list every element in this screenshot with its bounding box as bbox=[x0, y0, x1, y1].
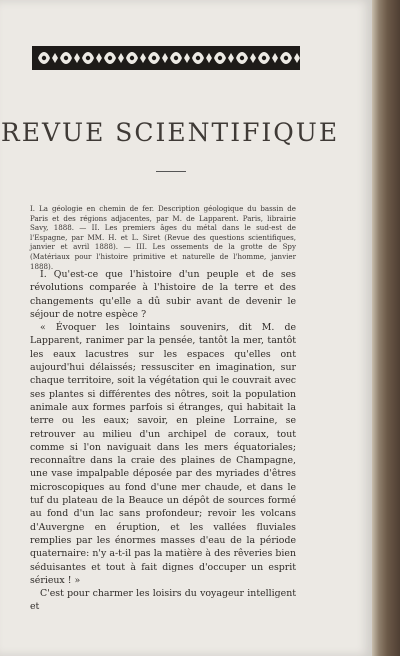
article-body bbox=[30, 268, 296, 614]
article-summary: I. La géologie en chemin de fer. Description géologique du bassin de Paris et des régions adjacentes, par M. de Lapparent. Paris, librairie Savy, 1888. — II. Les premiers âges du métal dans le sud-est de l'Espagne, par MM. H. et L. Siret (Revue des questions scientifiques, janvier et avril 1888). — III. Les ossements de la grotte de Spy (Matériaux pour l'histoire primitive et naturelle de l'homme, janvier 1888). bbox=[30, 204, 296, 271]
paragraph: C'est pour charmer les loisirs du voyageur intelligent et bbox=[30, 588, 296, 613]
paragraph: I. Qu'est-ce que l'histoire d'un peuple et de ses révolutions comparée à l'histoire de la terre et des changements qu'elle a dû subir avant de devenir le séjour de notre espèce ? bbox=[30, 269, 296, 320]
book-spine-edge bbox=[372, 0, 400, 656]
title-divider bbox=[156, 171, 186, 172]
page-title: REVUE SCIENTIFIQUE bbox=[0, 118, 340, 147]
decorative-ornament-band bbox=[32, 44, 300, 72]
paragraph: « Évoquer les lointains souvenirs, dit M. de Lapparent, ranimer par la pensée, tantôt la mer, tantôt les eaux lacustres sur les espaces qu'elles ont aujourd'hui délaissés; ressusciter en imagination, sur chaque territoire, soit la végétation qui le couvrait avec ses plantes si différentes des nôtres, soit la population animale aux formes parfois si étranges, qui habitait la terre ou les eaux; savoir, en pleine Lorraine, se retrouver au milieu d'un archipel de coraux, tout comme si l'on naviguait dans les mers équatoriales; reconnaître dans la craie des plaines de Champagne, une vase impalpable déposée par des myriades d'êtres microscopiques au fond d'une mer chaude, et dans le tuf du plateau de la Beauce un dépôt de sources formé au fond d'un lac sans profondeur; revoir les volcans d'Auvergne en éruption, et les vallées fluviales remplies par les énormes masses d'eau de la période quaternaire: n'y a-t-il pas la matière à des rêveries bien séduisantes et tout à fait dignes d'occuper un esprit sérieux ! » bbox=[30, 322, 296, 586]
